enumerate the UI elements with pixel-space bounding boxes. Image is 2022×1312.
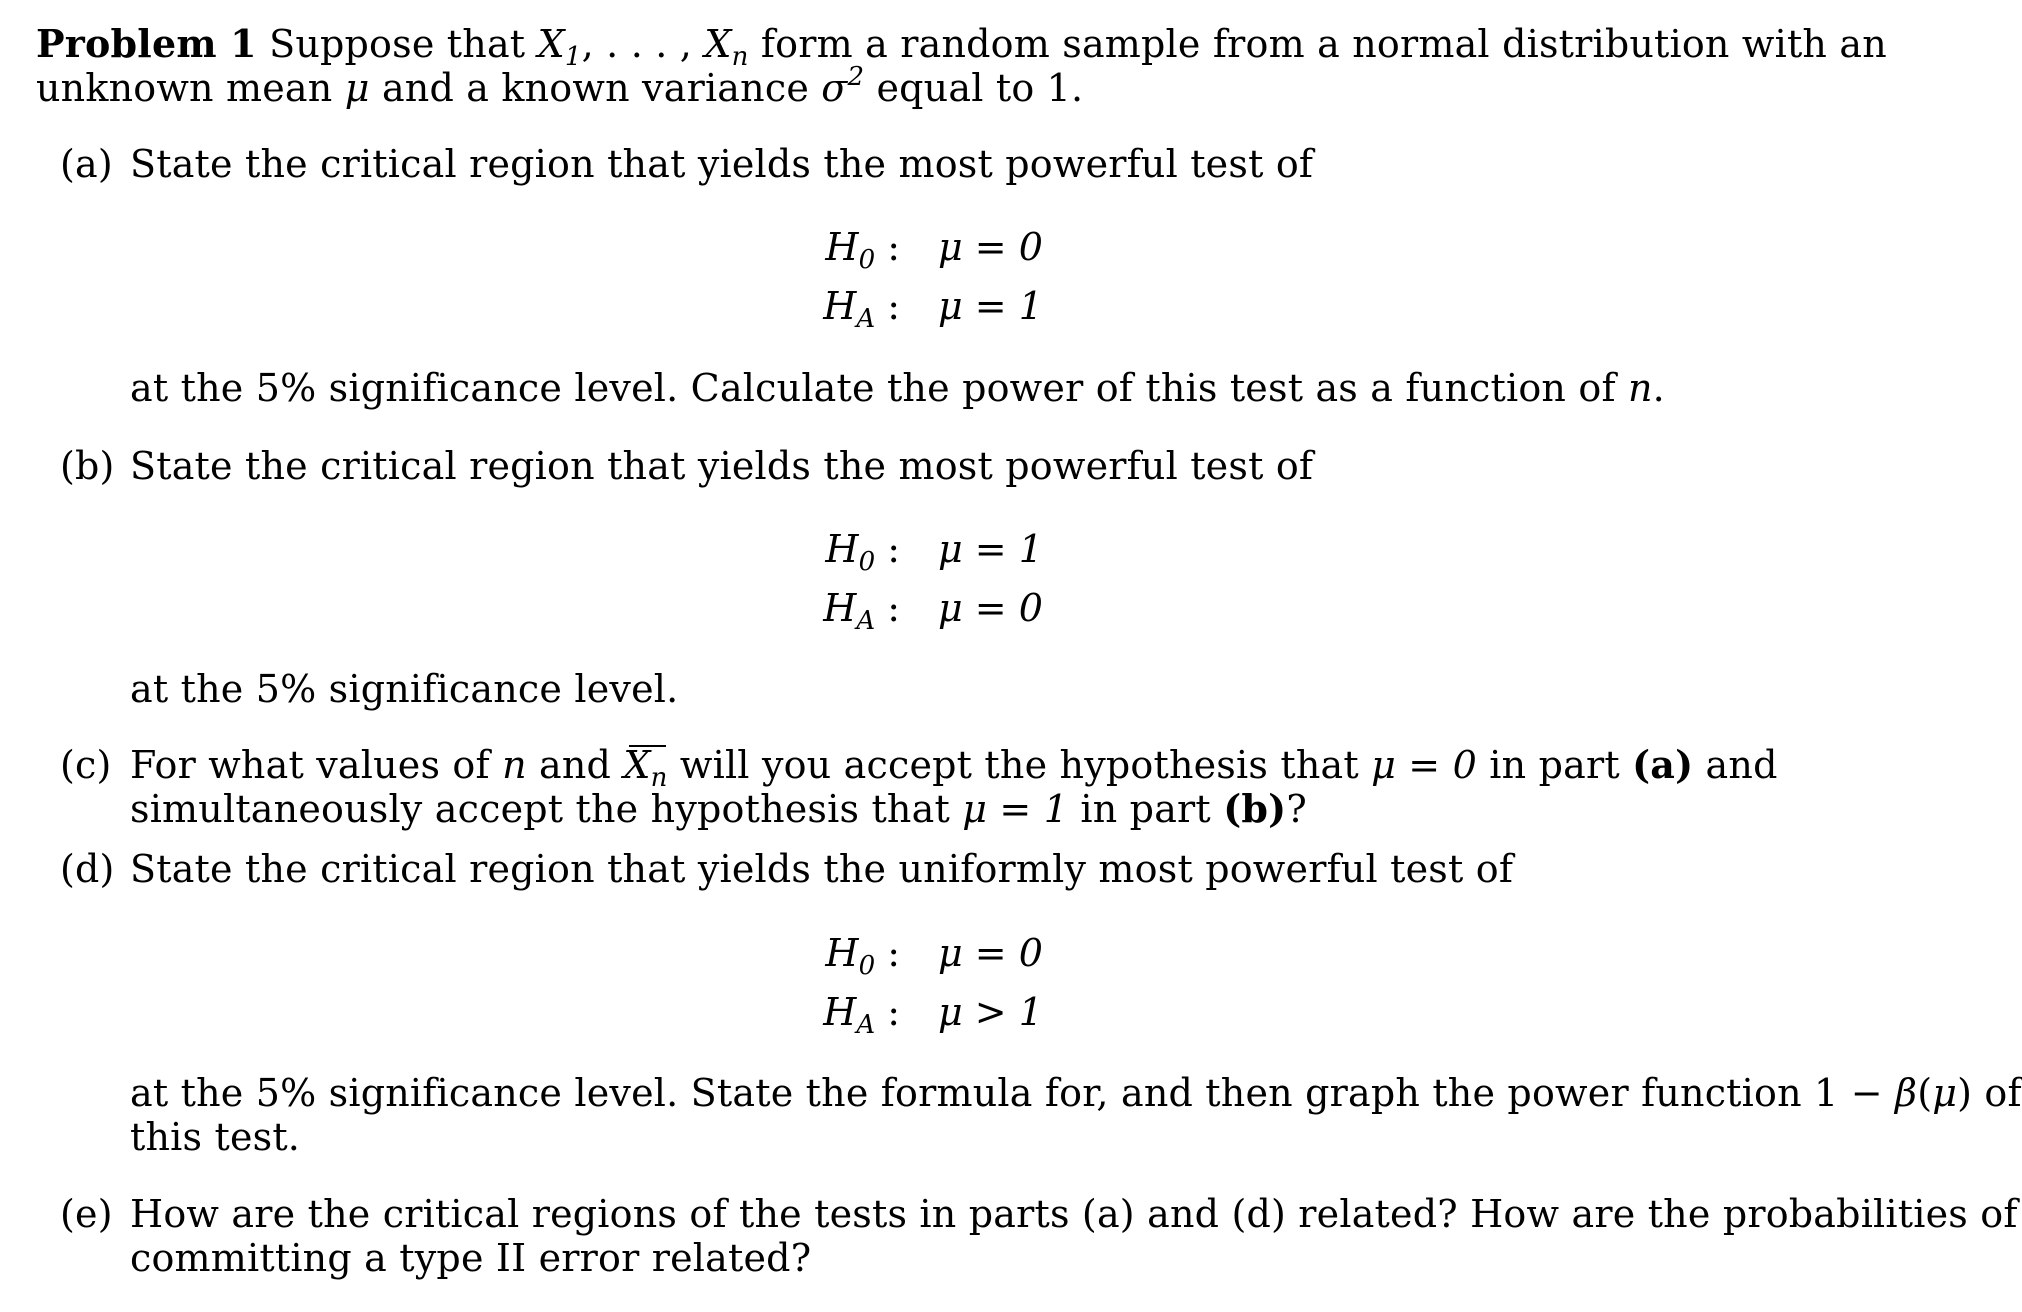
part-a-text2: at the 5% significance level. Calculate the power of this test as a function of xyxy=(130,366,1616,410)
h0-symbol: $H_0$ : xyxy=(825,931,900,981)
part-b-statement xyxy=(60,444,1313,488)
problem-heading: Problem 1 xyxy=(36,21,257,66)
var-sigma: $\sigma^2$ xyxy=(821,62,865,110)
part-a-text: State the critical region that yields the most powerful test of xyxy=(130,142,1314,186)
part-e-label: (e) xyxy=(60,1192,113,1236)
part-b-label: (b) xyxy=(60,444,115,488)
var-x1: $X_1$ xyxy=(537,22,582,72)
var-xbar-n: $X_n$ xyxy=(623,743,668,793)
ha-symbol: $H_A$ : xyxy=(823,586,900,636)
h0-value: μ = 0 xyxy=(938,225,1043,269)
part-b-text: State the critical region that yields the most powerful test of xyxy=(130,444,1314,488)
var-mu: μ xyxy=(344,66,370,110)
part-a-statement xyxy=(60,142,1313,186)
ha-value: μ = 0 xyxy=(938,586,1043,630)
ref-part-b: (b) xyxy=(1223,786,1287,831)
intro-text: form a random sample from a normal distribution with an xyxy=(760,22,1887,66)
mu-equals-zero: μ = 0 xyxy=(1371,743,1477,787)
part-d-conclusion-1: at the 5% significance level. State the formula for, and then graph the power function 1 − β(μ) of xyxy=(130,1071,2022,1115)
part-c-line-2: simultaneously accept the hypothesis that μ = 1 in part (b)? xyxy=(130,786,1307,831)
ha-value: μ = 1 xyxy=(938,284,1043,328)
problem-intro-line-1 xyxy=(36,21,1887,72)
part-b-conclusion xyxy=(130,667,678,711)
part-a-label: (a) xyxy=(60,142,113,186)
part-a-conclusion: at the 5% significance level. Calculate the power of this test as a function of n. xyxy=(130,366,1665,410)
part-c-label: (c) xyxy=(60,743,112,787)
part-d-statement xyxy=(60,847,1513,891)
part-d-conclusion-2: this test. xyxy=(130,1115,301,1159)
ref-part-a: (a) xyxy=(1632,742,1694,787)
h0-value: μ = 0 xyxy=(938,931,1043,975)
part-e-line-1: (e) How are the critical regions of the tests in parts (a) and (d) related? How are the probabilities of xyxy=(60,1192,2018,1236)
problem-intro-line-2 xyxy=(36,62,1084,110)
var-mu: μ xyxy=(1932,1071,1958,1115)
ha-symbol: $H_A$ : xyxy=(823,284,900,334)
mu-equals-one: μ = 1 xyxy=(962,787,1069,831)
var-beta: β xyxy=(1895,1071,1918,1115)
ha-symbol: $H_A$ : xyxy=(823,990,900,1040)
intro-text: equal to 1. xyxy=(876,66,1084,110)
intro-text: unknown mean xyxy=(36,66,333,110)
var-n: n xyxy=(502,743,527,787)
intro-text: Suppose that xyxy=(269,22,526,66)
intro-text: and a known variance xyxy=(381,66,810,110)
part-e-line-2: committing a type II error related? xyxy=(130,1236,812,1280)
h0-value: μ = 1 xyxy=(938,527,1043,571)
part-c-line-1: (c) For what values of n and $X_n$ will you accept the hypothesis that μ = 0 in part (a) and xyxy=(60,742,1778,793)
h0-symbol: $H_0$ : xyxy=(825,527,900,577)
h0-symbol: $H_0$ : xyxy=(825,225,900,275)
var-n: n xyxy=(1627,366,1653,410)
var-xn: $X_n$ xyxy=(704,22,749,72)
part-d-label: (d) xyxy=(60,847,115,891)
part-d-text: State the critical region that yields the uniformly most powerful test of xyxy=(130,847,1514,891)
dots: , . . . , xyxy=(581,22,693,66)
part-b-text2: at the 5% significance level. xyxy=(130,667,679,711)
ha-value: μ > 1 xyxy=(938,990,1043,1034)
